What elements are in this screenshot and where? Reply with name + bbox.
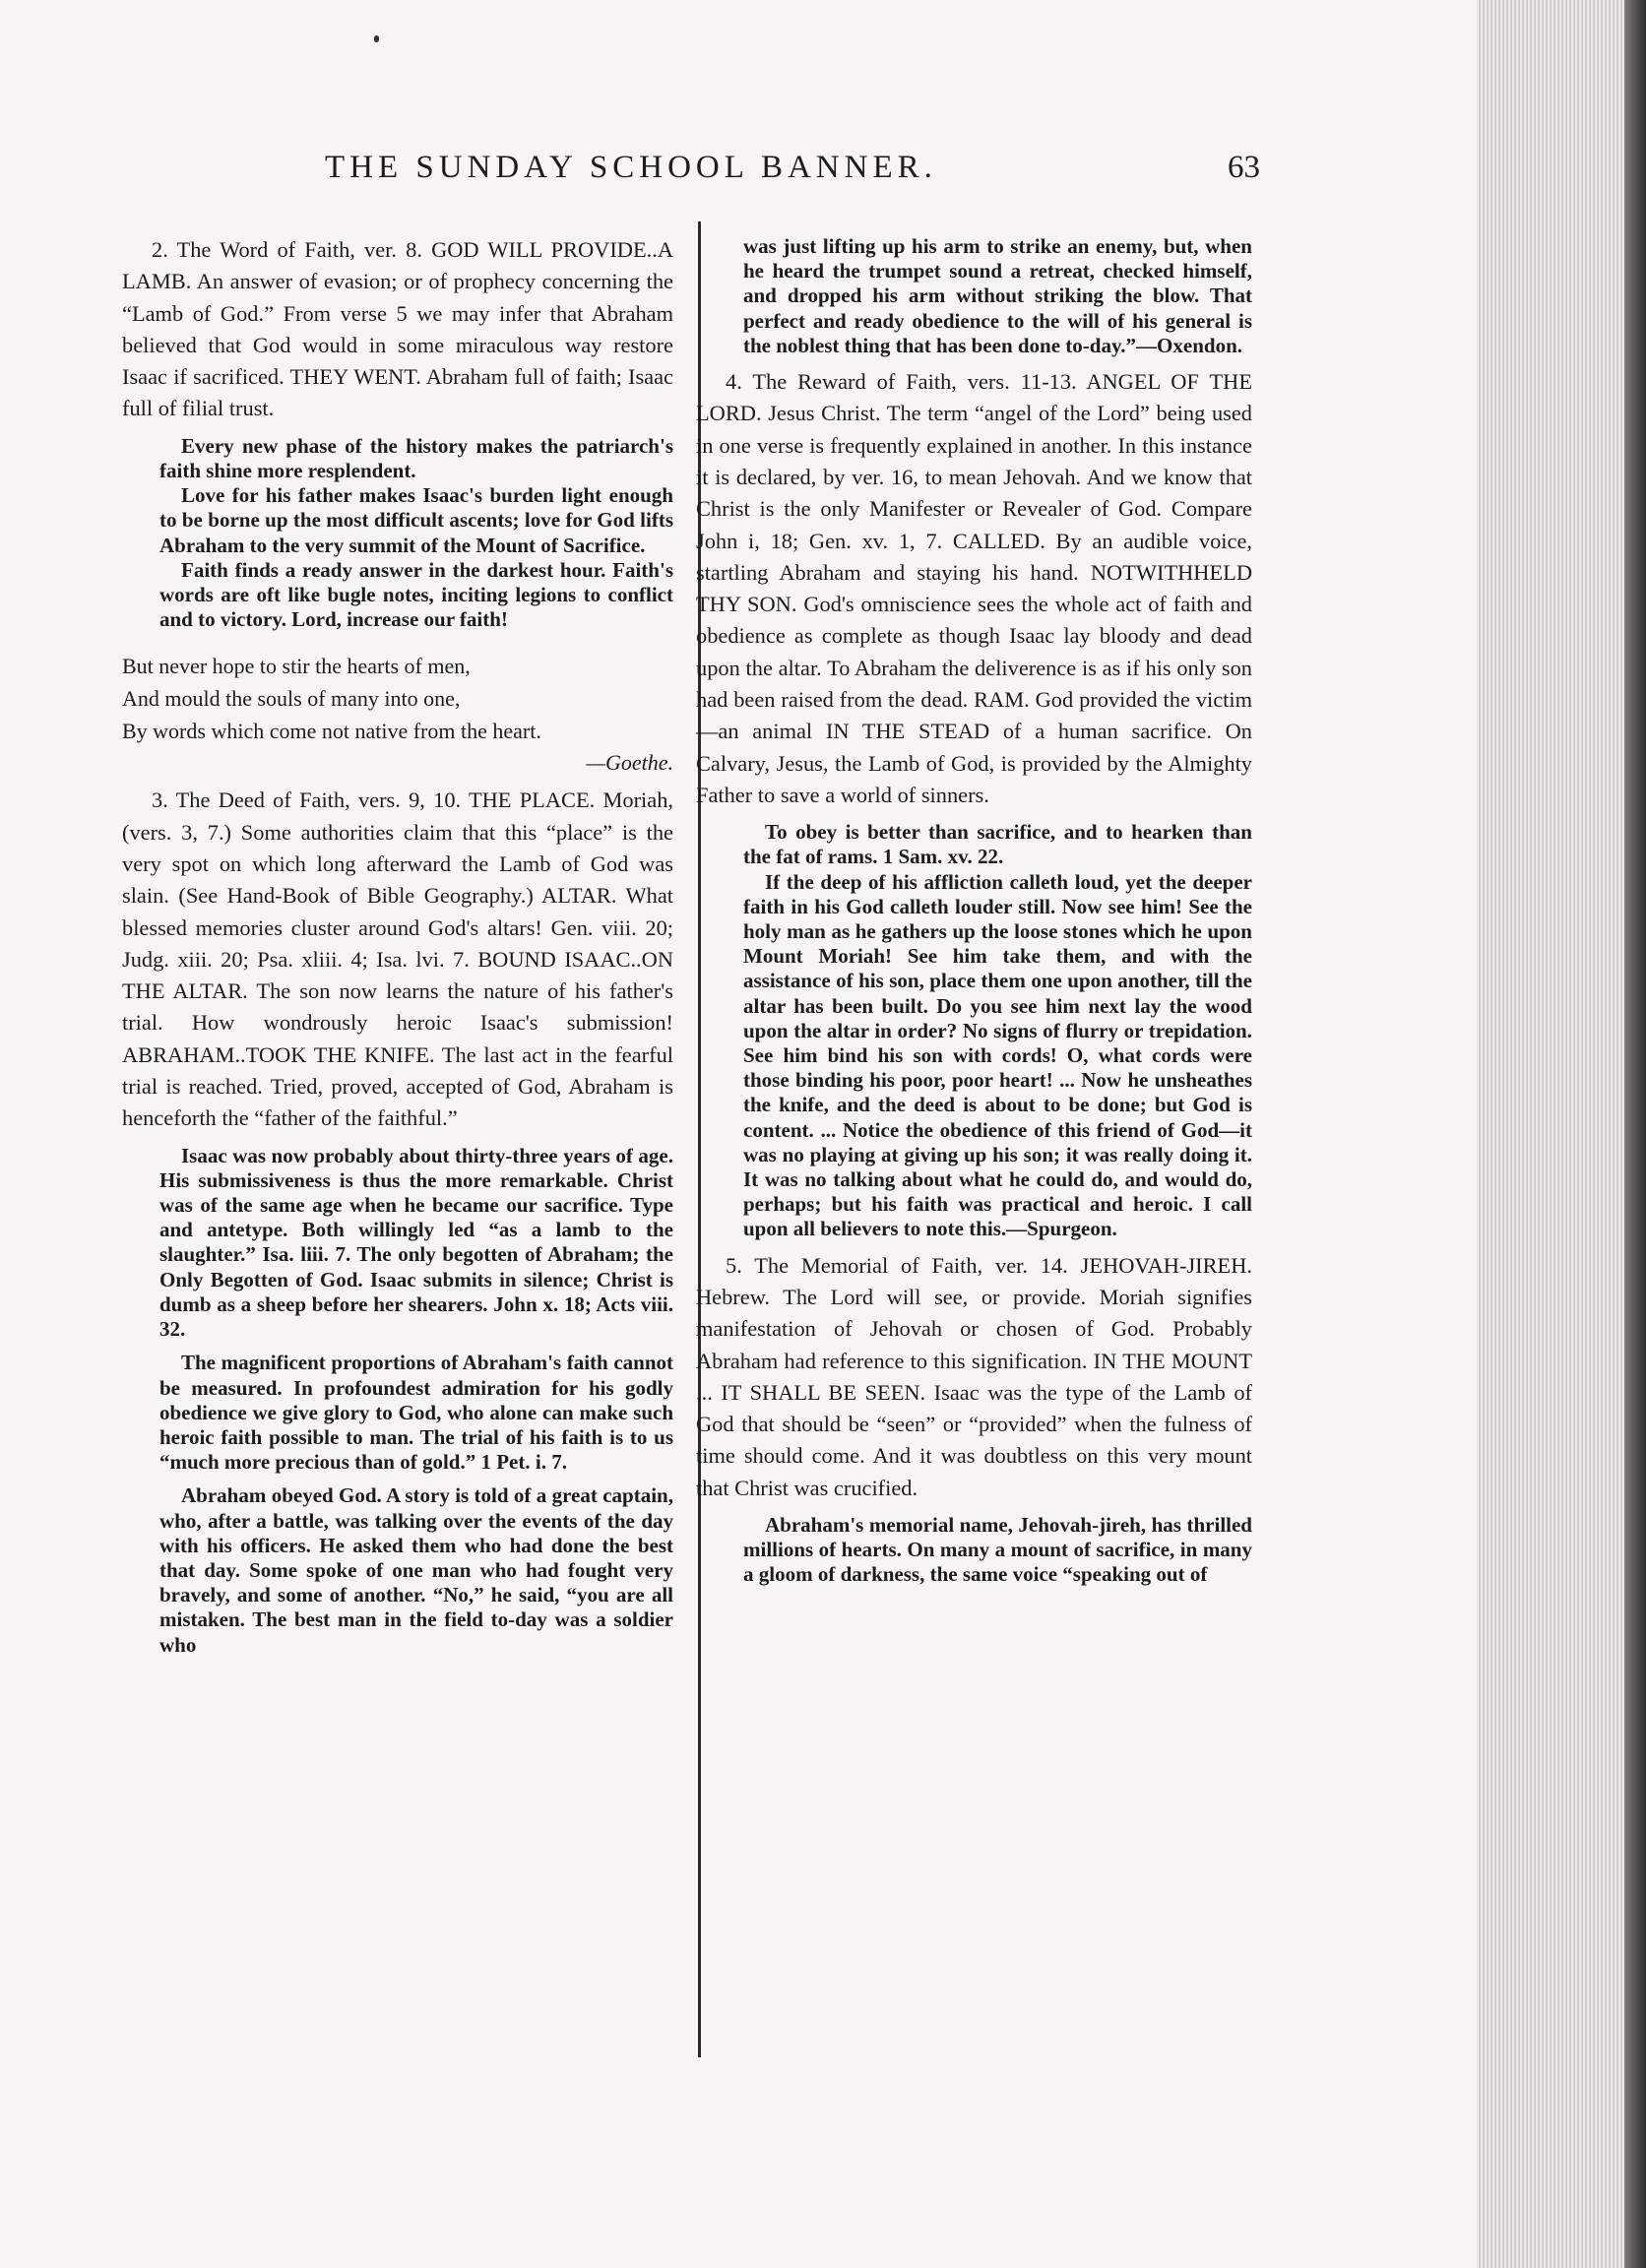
note-paragraph: Every new phase of the history makes the patriarch's faith shine more resplendent. (159, 433, 673, 482)
note-paragraph: To obey is better than sacrifice, and to hearken than the fat of rams. 1 Sam. xv. 22. (743, 820, 1252, 869)
note-paragraph: Isaac was now probably about thirty-three years of age. His submissiveness is thus the more remarkable. Christ was of the same age when he became our sacrifice. Type and antetype. Both willingly led “as a lamb to the slaughter.” Isa. liii. 7. The only begotten of Abraham; the Only Begotten of God. Isaac submits in silence; Christ is dumb as a sheep before her shearers. John x. 18; Acts viii. 32. (159, 1143, 673, 1342)
section-memorial-of-faith: 5. The Memorial of Faith, ver. 14. JEHOVAH-JIREH. Hebrew. The Lord will see, or provide. Moriah signifies manifestation of Jehovah or chosen of God. Probably Abraham had reference to this signification. IN THE MOUNT ... IT SHALL BE SEEN. Isaac was the type of the Lamb of God that should be “seen” or “provided” when the fulness of time should come. And it was doubtless on this very mount that Christ was crucified. (696, 1252, 1252, 1500)
book-page-edges (1477, 0, 1646, 2268)
ink-speck (374, 35, 379, 42)
note-continuation: was just lifting up his arm to strike an enemy, but, when he heard the trumpet sound a retreat, checked himself, and dropped his arm without striking the blow. That perfect and ready obedience to the will of his general is the noblest thing that has been done to-day.”—Oxendon. (743, 234, 1252, 357)
note-paragraph: Abraham obeyed God. A story is told of a great captain, who, after a battle, was talking over the events of the day with his officers. He asked them who had done the best that day. Some spoke of one man who had fought very bravely, and some of another. “No,” he said, “you are all mistaken. The best man in the field to-day was a soldier who (159, 1483, 673, 1657)
poem-attribution: —Goethe. (586, 750, 673, 776)
running-header (118, 150, 1260, 193)
note-paragraph: Love for his father makes Isaac's burden light enough to be borne up the most difficult ascents; love for God lifts Abraham to the very summit of the Mount of Sacrifice. (159, 483, 673, 557)
poem-line: By words which come not native from the heart. (122, 719, 541, 744)
note-paragraph: If the deep of his affliction calleth loud, yet the deeper faith in his God calleth louder still. Now see him! See the holy man as he gathers up the loose stones which he upon Mount Moriah! See him take them, and with the assistance of his son, place them one upon another, till the altar has been built. Do you see him next lay the wood upon the altar in order? No signs of flurry or trepidation. See him bind his son with cords! O, what cords were those binding his poor, poor heart! ... Now he unsheathes the knife, and the deed is about to be done; but God is content. ... Notice the obedience of this friend of God—it was no playing at giving up his son; it was really doing it. It was no talking about what he could do, and would do, perhaps; but his faith was practical and heroic. I call upon all believers to note this.—Spurgeon. (743, 869, 1252, 1241)
note-paragraph: The magnificent proportions of Abraham's faith cannot be measured. In profoundest admiration for his godly obedience we give glory to God, who alone can make such heroic faith possible to man. The trial of his faith is to us “much more precious than of gold.” 1 Pet. i. 7. (159, 1351, 673, 1475)
page-title: THE SUNDAY SCHOOL BANNER. (325, 150, 937, 185)
note-paragraph: Abraham's memorial name, Jehovah-jireh, has thrilled millions of hearts. On many a mount of sacrifice, in many a gloom of darkness, the same voice “speaking out of (743, 1513, 1252, 1587)
section-deed-of-faith: 3. The Deed of Faith, vers. 9, 10. THE PLACE. Moriah, (vers. 3, 7.) Some authorities claim that this “place” is the very spot on which long afterward the Lamb of God was slain. (See Hand-Book of Bible Geography.) ALTAR. What blessed memories cluster around God's altars! Gen. viii. 20; Judg. xiii. 20; Psa. xliii. 4; Isa. lvi. 7. BOUND ISAAC..ON THE ALTAR. The son now learns the nature of his father's trial. How wondrously heroic Isaac's submission! ABRAHAM..TOOK THE KNIFE. The last act in the fearful trial is reached. Tried, proved, accepted of God, Abraham is henceforth the “father of the faithful.” (122, 788, 673, 1131)
section-reward-of-faith: 4. The Reward of Faith, vers. 11-13. ANGEL OF THE LORD. Jesus Christ. The term “angel of the Lord” being used in one verse is frequently explained in another. In this instance it is declared, by ver. 16, to mean Jehovah. And we know that Christ is the only Manifester or Revealer of God. Compare John i, 18; Gen. xv. 1, 7. CALLED. By an audible voice, startling Abraham and staying his hand. NOTWITHHELD THY SON. God's omniscience sees the whole act of faith and obedience as complete as though Isaac lay bloody and dead upon the altar. To Abraham the deliverence is as if his only son had been raised from the dead. RAM. God provided the victim—an animal IN THE STEAD of a human sacrifice. On Calvary, Jesus, the Lamb of God, is provided by the Almighty Father to save a world of sinners. (696, 369, 1252, 807)
section-word-of-faith: 2. The Word of Faith, ver. 8. GOD WILL PROVIDE..A LAMB. An answer of evasion; or of prophecy concerning the “Lamb of God.” From verse 5 we may infer that Abraham believed that God would in some miraculous way restore Isaac if sacrificed. THEY WENT. Abraham full of faith; Isaac full of filial trust. (122, 237, 673, 421)
left-column (122, 234, 673, 1658)
note-paragraph: Faith finds a ready answer in the darkest hour. Faith's words are oft like bugle notes, inciting legions to conflict and to victory. Lord, increase our faith! (159, 557, 673, 632)
page-number: 63 (1228, 150, 1260, 185)
poem-line: But never hope to stir the hearts of men, (122, 654, 471, 679)
right-column (696, 234, 1252, 1588)
poem-line: And mould the souls of many into one, (122, 686, 461, 712)
